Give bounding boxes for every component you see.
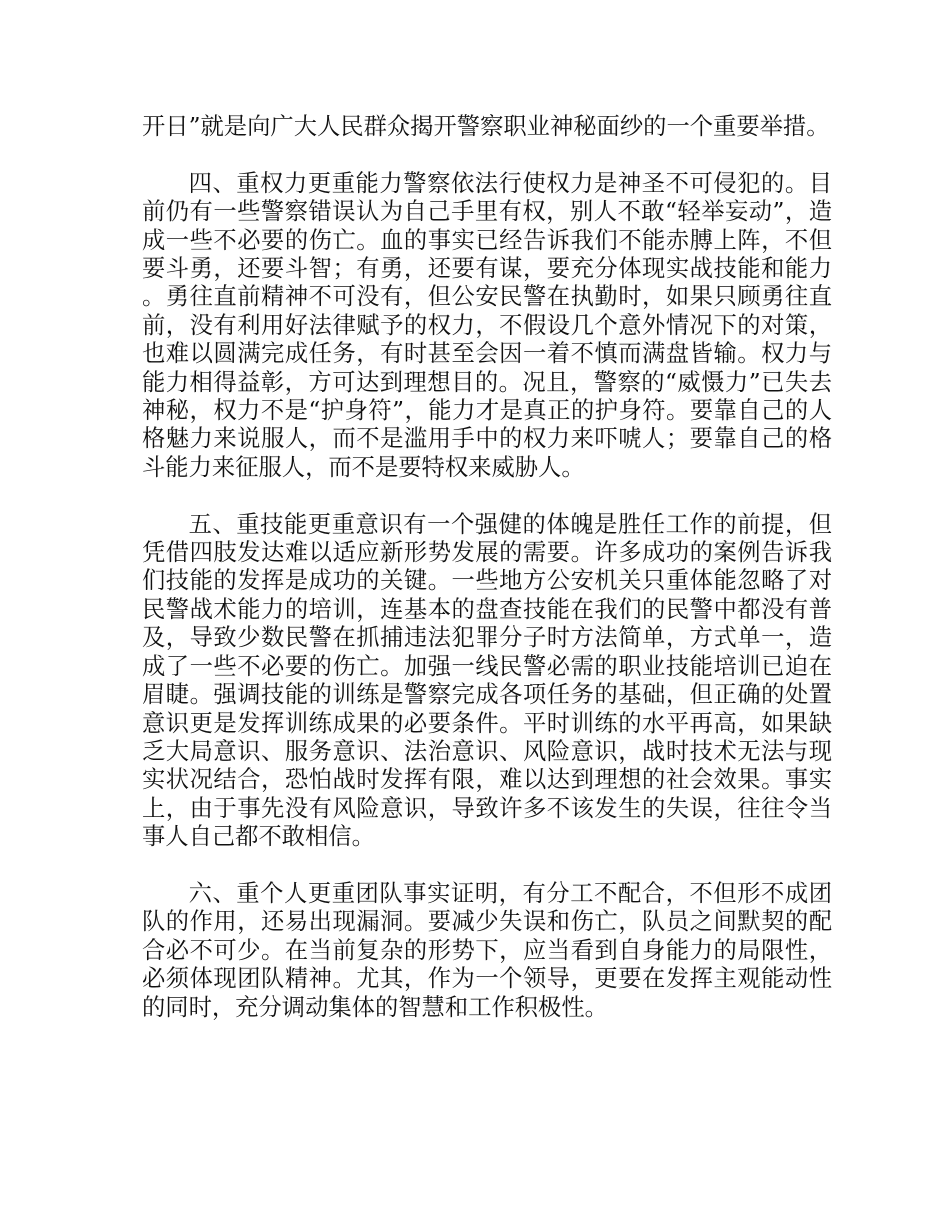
paragraph-section-six: 六、重个人更重团队事实证明，有分工不配合，不但形不成团队的作用，还易出现漏洞。要减少失误和伤亡，队员之间默契的配合必不可少。在当前复杂的形势下，应当看到自身能力的局限性，必须体现团队精神。尤其，作为一个领导，更要在发挥主观能动性的同时，充分调动集体的智慧和工作积极性。 xyxy=(142,879,832,1021)
paragraph-gap xyxy=(142,482,832,510)
document-body xyxy=(142,113,832,1022)
paragraph-continuation: 开日”就是向广大人民群众揭开警察职业神秘面纱的一个重要举措。 xyxy=(142,113,830,140)
paragraph-section-five: 五、重技能更重意识有一个强健的体魄是胜任工作的前提，但凭借四肢发达难以适应新形势发展的需要。许多成功的案例告诉我们技能的发挥是成功的关键。一些地方公安机关只重体能忽略了对民警战术能力的培训，连基本的盘查技能在我们的民警中都没有普及，导致少数民警在抓捕违法犯罪分子时方法简单，方式单一，造成了一些不必要的伤亡。加强一线民警必需的职业技能培训已迫在眉睫。强调技能的训练是警察完成各项任务的基础，但正确的处置意识更是发挥训练成果的必要条件。平时训练的水平再高，如果缺乏大局意识、服务意识、法治意识、风险意识，战时技术无法与现实状况结合，恐怕战时发挥有限，难以达到理想的社会效果。事实上，由于事先没有风险意识，导致许多不该发生的失误，往往令当事人自己都不敢相信。 xyxy=(142,510,832,851)
paragraph-gap xyxy=(142,141,832,169)
paragraph-section-four: 四、重权力更重能力警察依法行使权力是神圣不可侵犯的。目前仍有一些警察错误认为自己手里有权，别人不敢“轻举妄动”，造成一些不必要的伤亡。血的事实已经告诉我们不能赤膊上阵，不但要斗勇，还要斗智；有勇，还要有谋，要充分体现实战技能和能力。勇往直前精神不可没有，但公安民警在执勤时，如果只顾勇往直前，没有利用好法律赋予的权力，不假设几个意外情况下的对策，也难以圆满完成任务，有时甚至会因一着不慎而满盘皆输。权力与能力相得益彰，方可达到理想目的。况且，警察的“威慑力”已失去神秘，权力不是“护身符”，能力才是真正的护身符。要靠自己的人格魅力来说服人，而不是滥用手中的权力来吓唬人；要靠自己的格斗能力来征服人，而不是要特权来威胁人。 xyxy=(142,169,832,481)
paragraph-gap xyxy=(142,852,832,880)
